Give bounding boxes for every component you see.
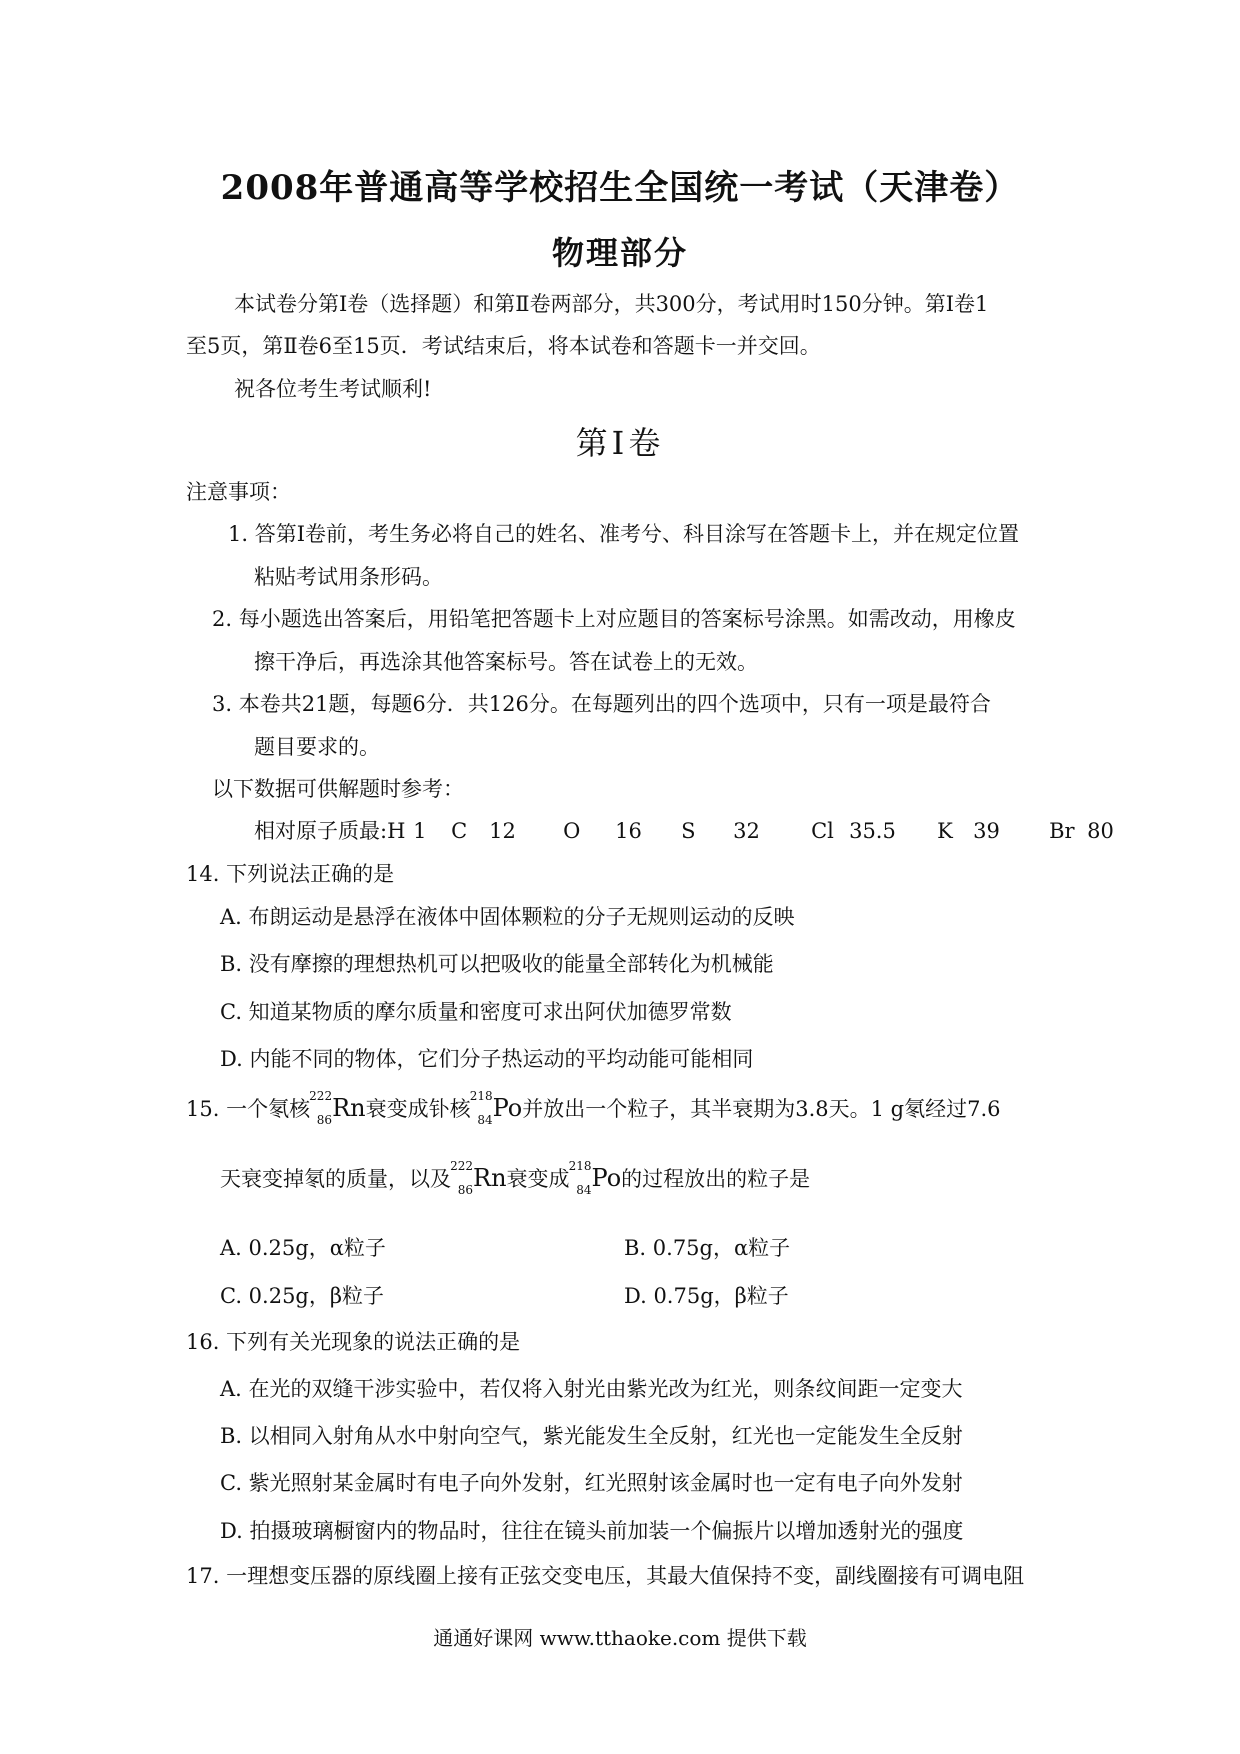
- element-mass: 80: [1087, 819, 1114, 843]
- q15-text: 衰变成: [506, 1167, 570, 1191]
- q15-option-a: A. 0.25g，α粒子: [220, 1236, 386, 1260]
- q16-option-c: C. 紫光照射某金属时有电子向外发射，红光照射该金属时也一定有电子向外发射: [220, 1471, 963, 1495]
- radon-nuclide: [309, 1089, 333, 1127]
- q15-stem-line-1: [186, 1089, 1001, 1127]
- q17-stem: 17. 一理想变压器的原线圈上接有正弦交变电压，其最大值保持不变，副线圈接有可调电阻: [186, 1564, 1025, 1588]
- radon-symbol: Rn: [332, 1094, 366, 1122]
- q15-text: 衰变成钋核: [365, 1097, 471, 1121]
- mass-number: 222: [309, 1089, 333, 1103]
- atomic-mass-table: [254, 815, 1114, 845]
- element-mass: 39: [973, 819, 1000, 843]
- radon-nuclide: [450, 1159, 473, 1197]
- q14-option-b: B. 没有摩擦的理想热机可以把吸收的能量全部转化为机械能: [220, 952, 774, 976]
- element-mass: 16: [615, 819, 642, 843]
- note-3-line-1: 3. 本卷共21题，每题6分．共126分。在每题列出的四个选项中，只有一项是最符合: [212, 692, 991, 716]
- exam-title: 2008年普通高等学校招生全国统一考试（天津卷）: [220, 168, 1020, 208]
- page-footer: 通通好课网 www.tthaoke.com 提供下载: [433, 1626, 807, 1650]
- polonium-symbol: Po: [492, 1094, 523, 1122]
- q16-option-d: D. 拍摄玻璃橱窗内的物品时，往往在镜头前加装一个偏振片以增加透射光的强度: [220, 1519, 964, 1543]
- atomic-number: 86: [316, 1113, 333, 1127]
- mass-number: 218: [469, 1089, 493, 1103]
- intro-line-2: 至5页，第Ⅱ卷6至15页．考试结束后，将本试卷和答题卡一并交回。: [186, 334, 821, 358]
- intro-wish: 祝各位考生考试顺利!: [234, 377, 432, 401]
- ref-data-intro: 以下数据可供解题时参考：: [212, 777, 464, 801]
- section-title: 第Ⅰ卷: [575, 424, 665, 462]
- element-symbol: O: [563, 819, 581, 843]
- element-mass: 1: [413, 819, 427, 843]
- q16-stem: 16. 下列有关光现象的说法正确的是: [186, 1330, 521, 1354]
- note-2-line-1: 2. 每小题选出答案后，用铅笔把答题卡上对应题目的答案标号涂黑。如需改动，用橡皮: [212, 607, 1016, 631]
- q15-text: 天衰变掉氡的质量，以及: [220, 1167, 451, 1191]
- q16-option-b: B. 以相同入射角从水中射向空气，紫光能发生全反射，红光也一定能发生全反射: [220, 1424, 963, 1448]
- note-1-line-1: 1. 答第Ⅰ卷前，考生务必将自己的姓名、准考兮、科目涂写在答题卡上，并在规定位置: [228, 522, 1020, 546]
- mass-number: 222: [450, 1159, 473, 1173]
- atomic-number: 84: [477, 1113, 493, 1127]
- element-mass: 35.5: [849, 819, 896, 843]
- mass-number: 218: [568, 1159, 592, 1173]
- polonium-symbol: Po: [591, 1164, 622, 1192]
- polonium-nuclide: [469, 1089, 493, 1127]
- q15-option-b: B. 0.75g，α粒子: [624, 1236, 791, 1260]
- radon-symbol: Rn: [473, 1164, 507, 1192]
- q15-text: 15. 一个氡核: [186, 1097, 311, 1121]
- q14-option-a: A. 布朗运动是悬浮在液体中固体颗粒的分子无规则运动的反映: [220, 905, 795, 929]
- q14-stem: 14. 下列说法正确的是: [186, 862, 395, 886]
- q15-option-d: D. 0.75g，β粒子: [624, 1284, 789, 1308]
- element-symbol: S: [681, 819, 696, 843]
- element-symbol: H: [387, 819, 406, 843]
- q15-text: 并放出一个粒子，其半衰期为3.8天。1 g氡经过7.6: [522, 1097, 1001, 1121]
- q14-option-d: D. 内能不同的物体，它们分子热运动的平均动能可能相同: [220, 1047, 754, 1071]
- q15-stem-line-2: [220, 1159, 811, 1197]
- element-mass: 32: [733, 819, 760, 843]
- atomic-number: 86: [457, 1183, 473, 1197]
- note-3-line-2: 题目要求的。: [254, 735, 380, 759]
- atomic-mass-label: 相对原子质最:: [254, 819, 388, 843]
- q14-option-c: C. 知道某物质的摩尔质量和密度可求出阿伏加德罗常数: [220, 1000, 732, 1024]
- element-symbol: C: [451, 819, 468, 843]
- element-symbol: Br: [1049, 819, 1075, 843]
- q15-text: 的过程放出的粒子是: [621, 1167, 811, 1191]
- notes-heading: 注意事项：: [186, 480, 291, 504]
- q16-option-a: A. 在光的双缝干涉实验中，若仅将入射光由紫光改为红光，则条纹间距一定变大: [220, 1377, 963, 1401]
- note-1-line-2: 粘贴考试用条形码。: [254, 565, 443, 589]
- element-symbol: Cl: [811, 819, 834, 843]
- note-2-line-2: 擦干净后，再选涂其他答案标号。答在试卷上的无效。: [254, 650, 758, 674]
- atomic-number: 84: [576, 1183, 592, 1197]
- intro-line-1: 本试卷分第Ⅰ卷（选择题）和第Ⅱ卷两部分，共300分，考试用时150分钟。第Ⅰ卷1: [234, 292, 989, 316]
- polonium-nuclide: [568, 1159, 592, 1197]
- element-mass: 12: [489, 819, 516, 843]
- exam-subtitle: 物理部分: [551, 234, 688, 272]
- element-symbol: K: [937, 819, 953, 843]
- q15-option-c: C. 0.25g，β粒子: [220, 1284, 385, 1308]
